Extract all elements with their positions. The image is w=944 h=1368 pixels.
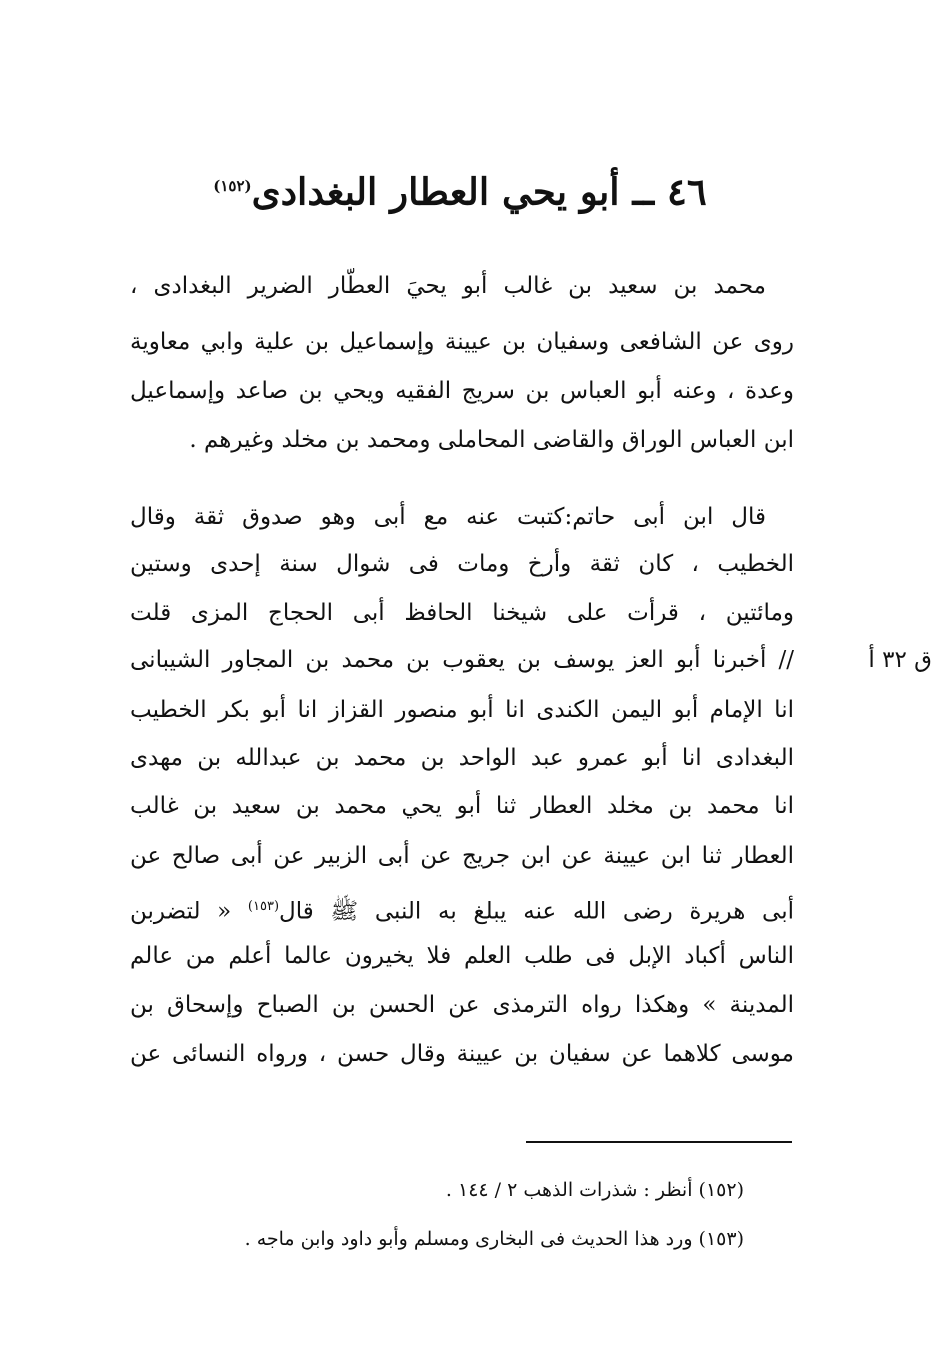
text-line: قال ابن أبى حاتم:كتبت عنه مع أبى وهو صدوق ثقة وقال xyxy=(130,504,766,530)
chapter-title-text: ٤٦ ــ أبو يحي العطار البغدادى xyxy=(251,169,707,214)
text-line: محمد بن سعيد بن غالب أبو يحيَ العطّار الضرير البغدادى ، xyxy=(130,273,766,299)
text-line-with-footnote-ref xyxy=(130,883,794,936)
text-line: العطار ثنا ابن عيينة عن ابن جريج عن أبى الزبير عن أبى صالح عن xyxy=(130,843,794,869)
text-line: روى عن الشافعى وسفيان بن عيينة وإسماعيل بن علية وابي معاوية xyxy=(130,329,794,355)
chapter-title xyxy=(120,150,800,227)
manuscript-folio-note: ق ٣٢ أ xyxy=(868,647,932,673)
footnote: (١٥٢) أنظر : شذرات الذهب ٢ / ١٤٤ . xyxy=(445,1179,744,1201)
text-line: انا محمد بن مخلد العطار ثنا أبو يحي محمد بن سعيد بن غالب xyxy=(130,793,794,819)
text-segment: « لتضربن xyxy=(130,898,232,925)
text-line: وعدة ، وعنه أبو العباس بن سريج الفقيه ويحي بن صاعد وإسماعيل xyxy=(130,378,794,404)
text-line: ومائتين ، قرأت على شيخنا الحافظ أبى الحجاج المزى قلت xyxy=(130,600,794,626)
text-line: انا الإمام أبو اليمن الكندى انا أبو منصور القزاز انا أبو بكر الخطيب xyxy=(130,697,794,723)
footnote-separator xyxy=(526,1141,792,1143)
text-line: الخطيب ، كان ثقة وأرخ ومات فى شوال سنة إحدى وستين xyxy=(130,551,794,577)
text-segment: أبى هريرة رضى الله عنه يبلغ به النبى ﷺ قال xyxy=(279,898,794,925)
text-line: // أخبرنا أبو العز يوسف بن يعقوب بن محمد بن المجاور الشيبانى xyxy=(130,647,794,673)
text-line: الناس أكباد الإبل فى طلب العلم فلا يخيرون عالما أعلم من عالم xyxy=(130,943,794,969)
title-footnote-ref: (١٥٢) xyxy=(213,177,252,195)
text-line: موسى كلاهما عن سفيان بن عيينة وقال حسن ، ورواه النسائى عن xyxy=(130,1041,794,1067)
text-line: ابن العباس الوراق والقاضى المحاملى ومحمد بن مخلد وغيرهم . xyxy=(189,427,794,453)
text-line: البغدادى انا أبو عمرو عبد الواحد بن محمد بن عبدالله بن مهدى xyxy=(130,745,794,771)
text-line: المدينة » وهكذا رواه الترمذى عن الحسن بن الصباح وإسحاق بن xyxy=(130,992,794,1018)
footnote: (١٥٣) ورد هذا الحديث فى البخارى ومسلم وأبو داود وابن ماجه . xyxy=(244,1228,744,1250)
inline-footnote-ref: (١٥٣) xyxy=(247,899,280,914)
